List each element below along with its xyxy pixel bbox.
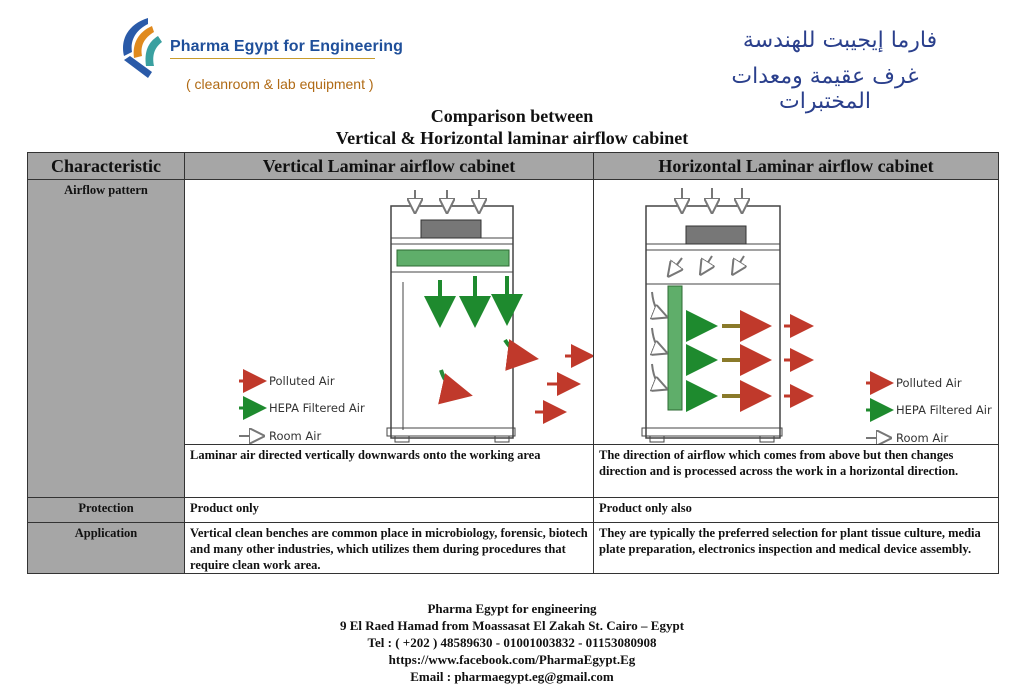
vertical-diagram-cell — [184, 179, 594, 445]
document-title-line1: Comparison between — [430, 106, 594, 126]
vertical-protection: Product only — [184, 497, 594, 523]
legend-hepa-label: HEPA Filtered Air — [896, 403, 992, 417]
footer-facebook-link[interactable]: https://www.facebook.com/PharmaEgypt.Eg — [388, 652, 636, 667]
fan-unit — [421, 220, 481, 238]
brand-underline — [170, 58, 375, 59]
row-label-protection: Protection — [27, 497, 185, 523]
header-horizontal: Horizontal Laminar airflow cabinet — [593, 152, 999, 180]
footer-company: Pharma Egypt for engineering — [427, 601, 597, 616]
arabic-tagline: غرف عقيمة ومعدات المختبرات — [731, 64, 919, 114]
arabic-brand-name: فارما إيجيبت للهندسة — [742, 28, 938, 53]
horizontal-protection: Product only also — [593, 497, 999, 523]
fan-unit — [686, 226, 746, 244]
legend-room-label: Room Air — [896, 431, 949, 444]
legend-hepa-label: HEPA Filtered Air — [269, 401, 365, 415]
cabinet-outline — [391, 206, 513, 438]
company-logo — [118, 16, 164, 80]
comparison-table — [27, 152, 999, 574]
brand-tagline: ( cleanroom & lab equipment ) — [186, 76, 374, 92]
brand-name: Pharma Egypt for Engineering — [170, 38, 404, 55]
row-label-application: Application — [27, 522, 185, 574]
horizontal-diagram-cell — [593, 179, 999, 445]
legend-polluted-label: Polluted Air — [896, 376, 962, 390]
legend-room-label: Room Air — [269, 429, 322, 443]
hepa-filter — [397, 250, 509, 266]
header-vertical: Vertical Laminar airflow cabinet — [184, 152, 594, 180]
vertical-airflow-description: Laminar air directed vertically downwards onto the working area — [184, 444, 594, 498]
horizontal-airflow-diagram — [594, 180, 998, 444]
horizontal-application: They are typically the preferred selection for plant tissue culture, media plate preparation, electronics inspection and medical device assembly. — [593, 522, 999, 574]
footer-contact — [0, 600, 1024, 685]
footer-email[interactable]: Email : pharmaegypt.eg@gmail.com — [410, 669, 614, 684]
footer-phone: Tel : ( +202 ) 48589630 - 01001003832 - 01153080908 — [367, 635, 657, 650]
legend-polluted-label: Polluted Air — [269, 374, 335, 388]
vertical-application: Vertical clean benches are common place in microbiology, forensic, biotech and many other industries, which utilizes them during procedures that require clean work area. — [184, 522, 594, 574]
hepa-filter — [668, 286, 682, 410]
header-characteristic: Characteristic — [27, 152, 185, 180]
horizontal-airflow-description: The direction of airflow which comes from above but then changes direction and is processed across the work in a horizontal direction. — [593, 444, 999, 498]
vertical-airflow-diagram — [185, 180, 593, 444]
row-label-airflow-pattern: Airflow pattern — [27, 179, 185, 498]
document-title-line2: Vertical & Horizontal laminar airflow cabinet — [335, 128, 689, 148]
footer-address: 9 El Raed Hamad from Moassasat El Zakah St. Cairo – Egypt — [339, 618, 685, 633]
